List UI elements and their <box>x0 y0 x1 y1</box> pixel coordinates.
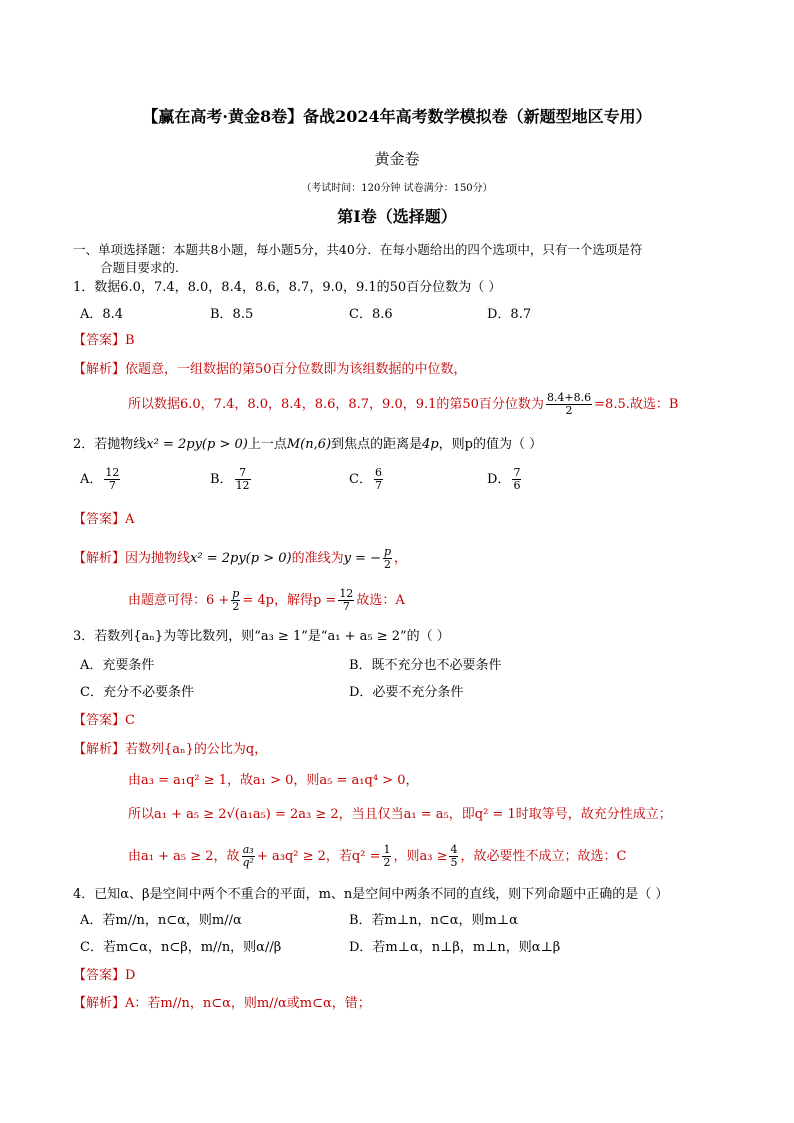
q2-stem-post: ，则p的值为（ ） <box>438 437 543 452</box>
q2-analysis-2-post: 故选：A <box>356 593 405 608</box>
q2-option-a-numerator: 12 <box>105 466 120 479</box>
q1-answer-value: B <box>125 333 135 348</box>
q4-option-c: C．若m⊂α，n⊂β，m//n，则α//β <box>80 940 282 955</box>
q2-option-b-numerator: 7 <box>235 467 251 480</box>
q3-analysis-label: 【解析】 <box>73 742 126 757</box>
q2-analysis-2-fraction <box>231 588 240 613</box>
q2-analysis-label: 【解析】 <box>73 551 126 566</box>
q3-analysis-4-numerator-3: 4 <box>450 843 458 856</box>
q3-analysis-4-fraction-2 <box>382 844 391 869</box>
q3-analysis-4-mid-2: ，则a₃ ≥ <box>393 849 448 864</box>
q3-analysis-4-post: ，故必要性不成立；故选：C <box>460 849 627 864</box>
q4-analysis-label: 【解析】 <box>73 996 126 1011</box>
q2-answer-label: 【答案】 <box>73 512 126 527</box>
q2-option-c-denominator: 7 <box>374 479 382 492</box>
q2-option-d-fraction <box>512 467 521 492</box>
q2-analysis-2-denominator: 2 <box>232 600 240 613</box>
q4-analysis-line-1 <box>73 995 371 1013</box>
q2-option-d-label: D． <box>487 472 511 487</box>
q2-analysis-1-y: y = − <box>343 551 381 566</box>
q2-option-b <box>210 467 253 492</box>
q4-answer-label: 【答案】 <box>73 968 126 983</box>
q3-answer-label: 【答案】 <box>73 713 126 728</box>
q2-analysis-line-1 <box>73 546 407 571</box>
q1-analysis-line-1 <box>73 361 467 379</box>
q2-option-a-fraction <box>104 467 120 492</box>
q4-option-b: B．若m⊥n，n⊂α，则m⊥α <box>349 913 518 928</box>
q3-stem: 3．若数列{aₙ}为等比数列，则“a₃ ≥ 1”是“a₁ + a₅ ≥ 2”的（ ） <box>73 629 450 644</box>
q2-option-d-denominator: 6 <box>513 479 521 492</box>
q1-analysis-label: 【解析】 <box>73 362 126 377</box>
q2-analysis-1-fraction <box>383 546 392 571</box>
instructions-line-1: 一、单项选择题：本题共8小题，每小题5分，共40分．在每小题给出的四个选项中，只有一个选项是符 <box>73 242 643 257</box>
q2-analysis-2-denominator-2: 7 <box>342 600 350 613</box>
q2-option-b-denominator: 12 <box>235 479 250 492</box>
q3-analysis-4-fraction <box>242 844 255 869</box>
q2-analysis-2-numerator: p <box>232 587 240 600</box>
q4-answer-value: D <box>125 968 136 983</box>
q2-stem-distance: 4p <box>422 437 439 452</box>
q1-analysis-text: 依题意，一组数据的第50百分位数即为该组数据的中位数， <box>125 362 467 377</box>
q3-answer <box>73 712 135 730</box>
q2-stem-mid2: 到焦点的距离是 <box>331 437 423 452</box>
q3-analysis-4-numerator: a₃ <box>242 843 254 856</box>
q3-analysis-4-pre: 由a₁ + a₅ ≥ 2，故 <box>128 849 240 864</box>
q1-option-a: A．8.4 <box>80 307 124 322</box>
q2-stem <box>73 436 542 454</box>
q2-analysis-1-equation: x² = 2py(p > 0) <box>190 551 292 566</box>
q1-option-c: C．8.6 <box>349 307 393 322</box>
q1-fraction-denominator: 2 <box>565 404 573 417</box>
section-heading: 第I卷（选择题） <box>337 207 457 226</box>
q1-analysis-2-text: 所以数据6.0，7.4，8.0，8.4，8.6，8.7，9.0，9.1的第50百分位数为 <box>128 397 544 412</box>
q2-option-b-fraction <box>235 467 251 492</box>
q3-analysis-line-4 <box>128 844 626 869</box>
q1-analysis-line-2 <box>128 392 678 417</box>
q3-analysis-line-1 <box>73 741 267 759</box>
q2-stem-pre: 2．若抛物线 <box>73 437 147 452</box>
q2-stem-mid: 上一点 <box>247 437 287 452</box>
q2-analysis-1-post: ， <box>394 551 408 566</box>
q2-option-b-label: B． <box>210 472 233 487</box>
q2-option-c-fraction <box>374 467 383 492</box>
q2-option-c-numerator: 6 <box>374 466 382 479</box>
q2-analysis-line-2 <box>128 588 405 613</box>
q4-answer <box>73 967 135 985</box>
q2-analysis-1-mid: 的准线为 <box>291 551 344 566</box>
exam-info-note: （考试时间：120分钟 试卷满分：150分） <box>301 183 493 194</box>
q1-stem: 1．数据6.0，7.4，8.0，8.4，8.6，8.7，9.0，9.1的50百分位数为（ ） <box>73 280 502 295</box>
q3-analysis-line-3: 所以a₁ + a₅ ≥ 2√(a₁a₅) = 2a₃ ≥ 2，当且仅当a₁ = a₅，即q² = 1时取等号，故充分性成立； <box>128 807 672 822</box>
q3-analysis-1-text: 若数列{aₙ}的公比为q， <box>125 742 268 757</box>
q2-answer <box>73 511 134 529</box>
q2-stem-equation: x² = 2py(p > 0) <box>146 437 248 452</box>
q3-option-a: A．充要条件 <box>80 658 155 673</box>
q2-option-a-denominator: 7 <box>108 479 116 492</box>
q2-option-c <box>349 467 385 492</box>
q2-option-a-label: A． <box>80 472 103 487</box>
q2-analysis-2-mid: = 4p，解得p = <box>242 593 337 608</box>
document-title: 【赢在高考·黄金8卷】备战2024年高考数学模拟卷（新题型地区专用） <box>142 107 652 126</box>
q1-fraction-numerator: 8.4+8.6 <box>546 391 592 404</box>
q3-answer-value: C <box>125 713 135 728</box>
q3-option-b: B．既不充分也不必要条件 <box>349 658 502 673</box>
q3-analysis-line-2: 由a₃ = a₁q² ≥ 1，故a₁ > 0，则a₅ = a₁q⁴ > 0， <box>128 773 419 788</box>
q3-analysis-4-mid: + a₃q² ≥ 2，若q² = <box>256 849 381 864</box>
q2-analysis-2-pre: 由题意可得：6 + <box>128 593 230 608</box>
q1-analysis-2-result: =8.5.故选：B <box>594 397 679 412</box>
q3-analysis-4-numerator-2: 1 <box>383 843 391 856</box>
q2-option-d <box>487 467 523 492</box>
q3-analysis-4-fraction-3 <box>449 844 458 869</box>
q3-option-c: C．充分不必要条件 <box>80 685 194 700</box>
q3-analysis-4-denominator: q² <box>242 856 254 869</box>
q4-stem: 4．已知α、β是空间中两个不重合的平面，m、n是空间中两条不同的直线，则下列命题中正确的是（ ） <box>73 887 669 902</box>
q3-option-d: D．必要不充分条件 <box>349 685 464 700</box>
q4-analysis-1-text: A：若m//n，n⊂α，则m//α或m⊂α，错； <box>125 996 371 1011</box>
q1-answer <box>73 332 135 350</box>
q2-analysis-1-pre: 因为抛物线 <box>125 551 191 566</box>
instructions-line-2: 合题目要求的. <box>100 260 179 275</box>
q2-answer-value: A <box>125 512 135 527</box>
document-subtitle: 黄金卷 <box>374 150 420 168</box>
q4-option-d: D．若m⊥α，n⊥β，m⊥n，则α⊥β <box>349 940 561 955</box>
q2-option-a <box>80 467 122 492</box>
q1-option-d: D．8.7 <box>487 307 532 322</box>
q2-option-c-label: C． <box>349 472 372 487</box>
q1-fraction <box>546 392 592 417</box>
q3-analysis-4-denominator-3: 5 <box>450 856 458 869</box>
q2-analysis-2-numerator-2: 12 <box>339 587 354 600</box>
q2-analysis-1-denominator: 2 <box>384 558 391 571</box>
q2-option-d-numerator: 7 <box>513 466 521 479</box>
q1-option-b: B．8.5 <box>210 307 254 322</box>
q2-analysis-2-fraction-2 <box>338 588 354 613</box>
q1-answer-label: 【答案】 <box>73 333 126 348</box>
q3-analysis-4-denominator-2: 2 <box>383 856 391 869</box>
q2-analysis-1-numerator: p <box>383 545 392 558</box>
q2-stem-point: M(n,6) <box>286 437 332 452</box>
q4-option-a: A．若m//n，n⊂α，则m//α <box>80 913 242 928</box>
